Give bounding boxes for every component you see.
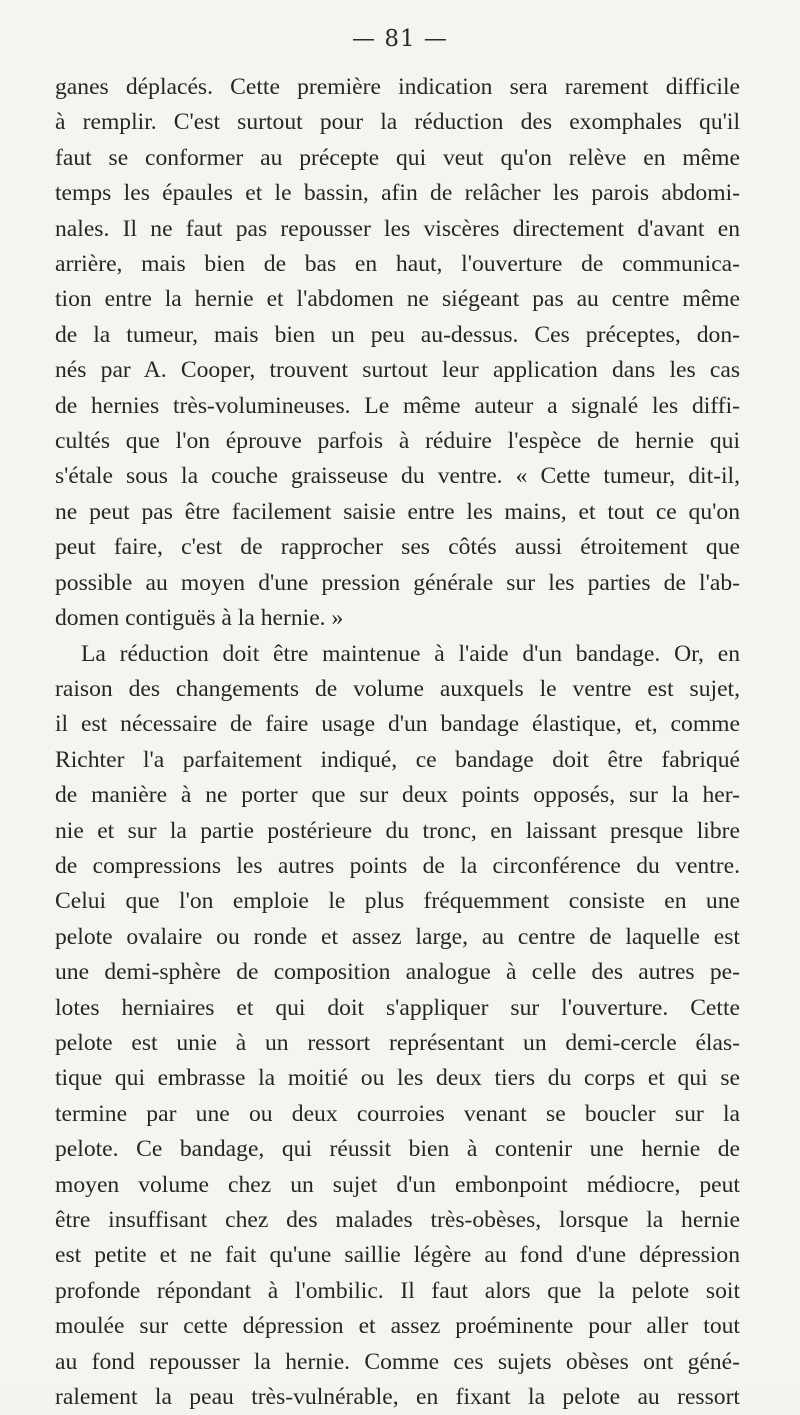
text-line: Celui que l'on emploie le plus fréquemment consiste en une: [55, 884, 740, 919]
text-line: nés par A. Cooper, trouvent surtout leur application dans les cas: [55, 353, 740, 388]
text-line: est petite et ne fait qu'une saillie légère au fond d'une dépression: [55, 1238, 740, 1273]
text-line: cultés que l'on éprouve parfois à réduire l'espèce de hernie qui: [55, 424, 740, 459]
text-line: Richter l'a parfaitement indiqué, ce bandage doit être fabriqué: [55, 743, 740, 778]
text-line: de la tumeur, mais bien un peu au-dessus. Ces préceptes, don-: [55, 318, 740, 353]
text-line: tique qui embrasse la moitié ou les deux tiers du corps et qui se: [55, 1061, 740, 1096]
text-line: peut faire, c'est de rapprocher ses côtés aussi étroitement que: [55, 530, 740, 565]
paragraph-1: [55, 70, 740, 637]
text-line: ganes déplacés. Cette première indication sera rarement difficile: [55, 70, 740, 105]
text-line: pelote est unie à un ressort représentant un demi-cercle élas-: [55, 1026, 740, 1061]
text-line: nales. Il ne faut pas repousser les viscères directement d'avant en: [55, 212, 740, 247]
text-line: une demi-sphère de composition analogue à celle des autres pe-: [55, 955, 740, 990]
page-number: — 81 —: [0, 26, 800, 52]
text-line: nie et sur la partie postérieure du tronc, en laissant presque libre: [55, 814, 740, 849]
text-line: s'étale sous la couche graisseuse du ventre. « Cette tumeur, dit-il,: [55, 459, 740, 494]
text-line: profonde répondant à l'ombilic. Il faut alors que la pelote soit: [55, 1274, 740, 1309]
text-line: moyen volume chez un sujet d'un embonpoint médiocre, peut: [55, 1168, 740, 1203]
text-line: arrière, mais bien de bas en haut, l'ouverture de communica-: [55, 247, 740, 282]
text-line: possible au moyen d'une pression générale sur les parties de l'ab-: [55, 566, 740, 601]
text-line: être insuffisant chez des malades très-obèses, lorsque la hernie: [55, 1203, 740, 1238]
text-line: moulée sur cette dépression et assez proéminente pour aller tout: [55, 1309, 740, 1344]
text-line: termine par une ou deux courroies venant se boucler sur la: [55, 1097, 740, 1132]
text-line: au fond repousser la hernie. Comme ces sujets obèses ont géné-: [55, 1345, 740, 1380]
text-line: tion entre la hernie et l'abdomen ne siégeant pas au centre même: [55, 282, 740, 317]
paragraph-2: [55, 637, 740, 1415]
text-line: à remplir. C'est surtout pour la réduction des exomphales qu'il: [55, 105, 740, 140]
text-line: ne peut pas être facilement saisie entre les mains, et tout ce qu'on: [55, 495, 740, 530]
text-line: faut se conformer au précepte qui veut qu'on relève en même: [55, 141, 740, 176]
text-line: de compressions les autres points de la circonférence du ventre.: [55, 849, 740, 884]
text-line: domen contiguës à la hernie. »: [55, 601, 740, 636]
text-line: pelote ovalaire ou ronde et assez large, au centre de laquelle est: [55, 920, 740, 955]
text-line: ralement la peau très-vulnérable, en fixant la pelote au ressort: [55, 1380, 740, 1415]
text-line: lotes herniaires et qui doit s'appliquer sur l'ouverture. Cette: [55, 991, 740, 1026]
text-line: pelote. Ce bandage, qui réussit bien à contenir une hernie de: [55, 1132, 740, 1167]
text-line: raison des changements de volume auxquels le ventre est sujet,: [55, 672, 740, 707]
text-line: il est nécessaire de faire usage d'un bandage élastique, et, comme: [55, 707, 740, 742]
text-line: temps les épaules et le bassin, afin de relâcher les parois abdomi-: [55, 176, 740, 211]
body-text: [55, 70, 740, 1415]
text-line: de hernies très-volumineuses. Le même auteur a signalé les diffi-: [55, 389, 740, 424]
text-line: de manière à ne porter que sur deux points opposés, sur la her-: [55, 778, 740, 813]
text-line: La réduction doit être maintenue à l'aide d'un bandage. Or, en: [55, 637, 740, 672]
